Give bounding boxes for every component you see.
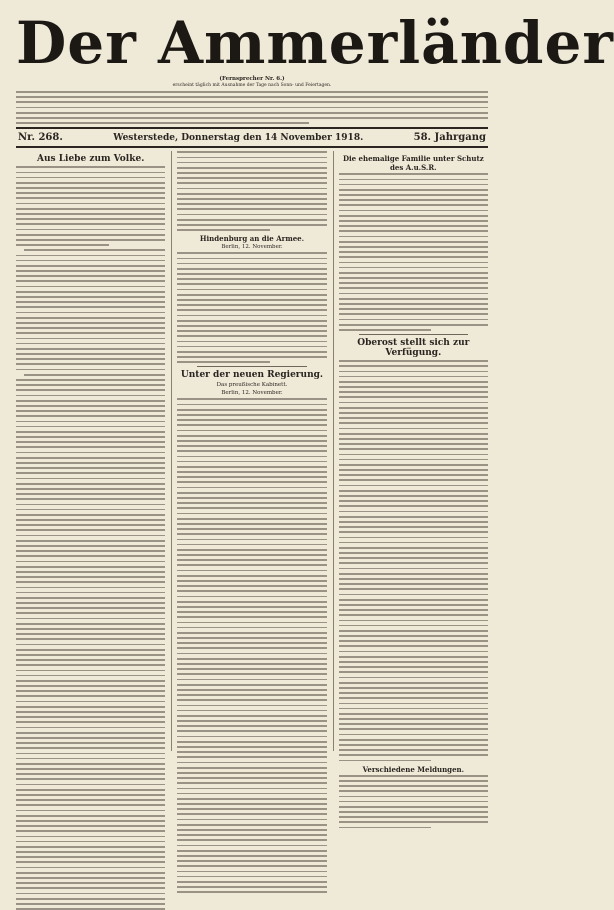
article-body-2c bbox=[177, 398, 326, 893]
article-body-3b bbox=[339, 360, 488, 761]
separator bbox=[197, 366, 306, 367]
column-2 bbox=[171, 151, 326, 751]
article-body-2b bbox=[177, 252, 326, 363]
article-headline-1: Aus Liebe zum Volke. bbox=[36, 154, 145, 165]
article-body-2a bbox=[177, 151, 326, 231]
article-body-3c bbox=[339, 775, 488, 829]
article-headline-familie: Die ehemalige Familie unter Schutz des A.u.S.R. bbox=[342, 154, 484, 173]
article-subhead-kabinett: Das preußische Kabinett. bbox=[216, 382, 288, 389]
separator bbox=[359, 334, 468, 335]
issue-number: Nr. 268. bbox=[18, 132, 63, 144]
article-headline-hindenburg: Hindenburg an die Armee. bbox=[199, 234, 305, 244]
masthead-subtitle: (Fernsprecher Nr. 6.) bbox=[219, 76, 285, 82]
issue-volume: 58. Jahrgang bbox=[413, 132, 486, 144]
article-headline-oberost: Oberost stellt sich zur Verfügung. bbox=[357, 338, 470, 359]
masthead-title: Der Ammerländer bbox=[16, 9, 614, 77]
issue-place-date: Westerstede, Donnerstag den 14 November 1918. bbox=[113, 133, 364, 144]
article-dateline-hindenburg: Berlin, 12. November. bbox=[221, 244, 283, 251]
notice-block bbox=[16, 91, 488, 124]
article-headline-meldungen: Verschiedene Meldungen. bbox=[362, 764, 465, 774]
rule-bottom bbox=[16, 146, 488, 148]
article-columns bbox=[16, 151, 488, 774]
article-body-1 bbox=[16, 166, 165, 910]
column-3 bbox=[333, 151, 488, 774]
article-dateline-regierung: Berlin, 12. November. bbox=[221, 390, 283, 397]
article-body-3a bbox=[339, 173, 488, 330]
dateline bbox=[16, 131, 488, 144]
rule-top bbox=[16, 127, 488, 129]
masthead-schedule: erscheint täglich mit Ausnahme der Tage nach Sonn- und Feiertagen. bbox=[172, 83, 332, 88]
article-headline-regierung: Unter der neuen Regierung. bbox=[180, 370, 324, 381]
column-1 bbox=[16, 151, 165, 751]
